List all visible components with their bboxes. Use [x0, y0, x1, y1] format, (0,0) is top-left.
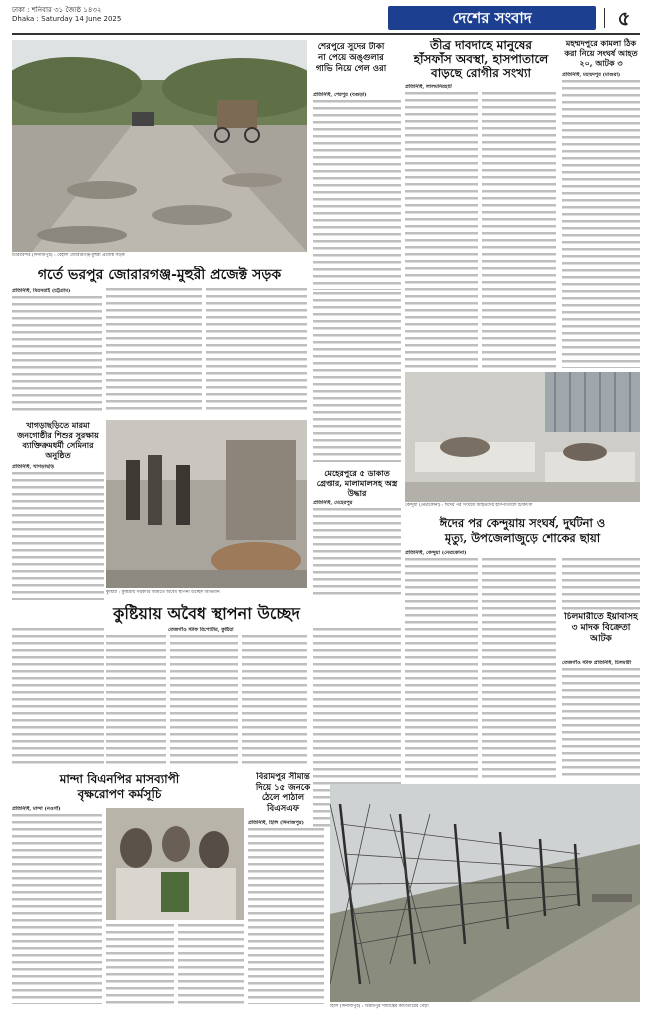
kendua-body-col3: [562, 558, 640, 610]
clash-headline: মহম্মদপুরে কামলা ঠিক করা নিয়ে সংঘর্ষ আহত ২০, আটক ৩: [564, 38, 638, 68]
bnp-body-col2: [106, 924, 174, 1004]
seminar-body: [12, 472, 104, 600]
heat-headline-line2: হাঁসফাঁস অবস্থা, হাসপাতালে: [413, 52, 549, 66]
road-photo-illustration: [12, 40, 307, 252]
chilmari-body: [562, 668, 640, 780]
debt-body: [313, 100, 401, 290]
kendua-byline: প্রতিনিধি, কেন্দুয়া (নেত্রকোনা): [405, 550, 467, 556]
kushtia-body-col1: [106, 635, 166, 764]
doctor-body: [313, 508, 401, 598]
road-headline: গর্তে ভরপুর জোরারগঞ্জ-মুহুরী প্রজেক্ট সড়ক: [37, 267, 282, 283]
chilmari-headline: চিলমারীতে ইয়াবাসহ ৩ মাদক বিক্রেতা আটক: [564, 612, 638, 644]
doctor-headline: মেহেরপুরে ৫ ডাকাত গ্রেপ্তার, মালামালসহ অস্ত্র উদ্ধার: [316, 468, 398, 498]
kendua-body-col1: [405, 558, 478, 778]
chilmari-byline: তেজগাঁও স্টাফ প্রতিনিধি, চিলমারী: [562, 660, 632, 666]
heat-body-col2: [482, 92, 556, 368]
border-body: [248, 828, 324, 1004]
bnp-headline-line1: মান্দা বিএনপির মাসব্যাপী: [59, 772, 180, 786]
debt-body-cont: [313, 292, 401, 462]
bnp-photo: [106, 808, 244, 920]
kushtia-body-col2: [170, 635, 238, 764]
debt-byline: প্রতিনিধি, শেরপুর (বগুড়া): [313, 92, 367, 98]
hospital-photo-caption: কেন্দুয়া (নেত্রকোনা) : ঈদের পর সংঘর্ষে আহতদের হাসপাতালে চিকিৎসা: [405, 503, 533, 508]
kendua-headline-line2: মৃত্যু, উপজেলাজুড়ে শোকের ছায়া: [444, 531, 601, 545]
border-fence-illustration: [330, 784, 640, 1002]
masthead-divider: [604, 8, 605, 28]
kushtia-body-col3: [242, 635, 307, 764]
kushtia-byline: তেজগাঁও স্টাফ রিপোর্টার, কুষ্টিয়া: [168, 627, 234, 633]
eviction-photo-caption: কুষ্টিয়া : কুষ্টিয়ায় সরকারি জমিতে অবৈধ স্থাপনা উচ্ছেদ অভিযান: [106, 590, 220, 595]
road-photo-caption: চিরিরবন্দর (দিনাজপুর) : বেহাল জোরারগঞ্জ-মুহুরী প্রজেক্ট সড়ক: [12, 253, 125, 258]
masthead-rule: [12, 33, 640, 35]
road-byline: প্রতিনিধি, মিরসরাই (চট্টগ্রাম): [12, 288, 71, 294]
border-photo-caption: হিলি (দিনাজপুর) : বিরামপুর সীমান্তের কাঁটাতারের বেড়া: [330, 1004, 429, 1009]
bnp-photo-illustration: [106, 808, 244, 920]
heat-headline-line3: বাড়ছে রোগীর সংখ্যা: [431, 66, 531, 80]
eviction-photo-illustration: [106, 420, 307, 588]
bnp-body-col1: [12, 814, 102, 1004]
hospital-photo: [405, 372, 640, 502]
road-body-col1: [12, 296, 102, 414]
bnp-headline-line2: বৃক্ষরোপণ কর্মসূচি: [77, 787, 162, 801]
doctor-byline: প্রতিনিধি, মেহেরপুর: [313, 500, 353, 506]
heat-body-col1: [405, 92, 478, 368]
seminar-headline: খাগড়াছড়িতে মারমা জনগোষ্ঠীর শিশুর সুরক্ষায় ব্যাক্তিক্রমধর্মী সেমিনার অনুষ্ঠিত: [17, 420, 99, 460]
bnp-body-col3: [178, 924, 244, 1004]
kendua-headline-line1: ঈদের পর কেন্দুয়ায় সংঘর্ষ, দুর্ঘটনা ও: [439, 516, 606, 530]
dateline-bangla: ঢাকা : শনিবার ৩১ জ্যৈষ্ঠ ১৪৩২: [12, 6, 102, 14]
road-body-col2: [106, 288, 202, 414]
hospital-photo-illustration: [405, 372, 640, 502]
kushtia-headline: কুষ্টিয়ায় অবৈধ স্থাপনা উচ্ছেদ: [113, 604, 300, 623]
road-body-col3: [206, 288, 307, 414]
eviction-photo: [106, 420, 307, 588]
seminar-byline: প্রতিনিধি, খাগড়াছড়ি: [12, 464, 55, 470]
seminar-body-cont: [12, 628, 104, 764]
border-fence-photo: [330, 784, 640, 1002]
kendua-body-col2: [482, 558, 556, 778]
dateline-english: Dhaka : Saturday 14 June 2025: [12, 15, 122, 23]
road-photo: [12, 40, 307, 252]
clash-body: [562, 80, 640, 368]
heat-headline-line1: তীব্র দাবদাহে মানুষের: [429, 38, 533, 52]
page-number: ৫: [617, 6, 631, 30]
border-headline: বিরামপুর সীমান্ত দিয়ে ১৫ জনকে ঠেলে পাঠাল বিএসএফ: [255, 772, 311, 814]
clash-byline: প্রতিনিধি, মহম্মদপুর (মাগুরা): [562, 72, 621, 78]
bnp-byline: প্রতিনিধি, মান্দা (নওগাঁ): [12, 806, 61, 812]
newspaper-title: দেশের সংবাদ: [388, 6, 596, 30]
heat-byline: প্রতিনিধি, লালমনিরহাট: [405, 84, 452, 90]
debt-headline: শেরপুরে সুদের টাকা না পেয়ে অঙ্গুলার গাভি নিয়ে গেল ওরা: [315, 42, 387, 74]
border-byline: প্রতিনিধি, হিলি (দিনাজপুর): [248, 820, 304, 826]
